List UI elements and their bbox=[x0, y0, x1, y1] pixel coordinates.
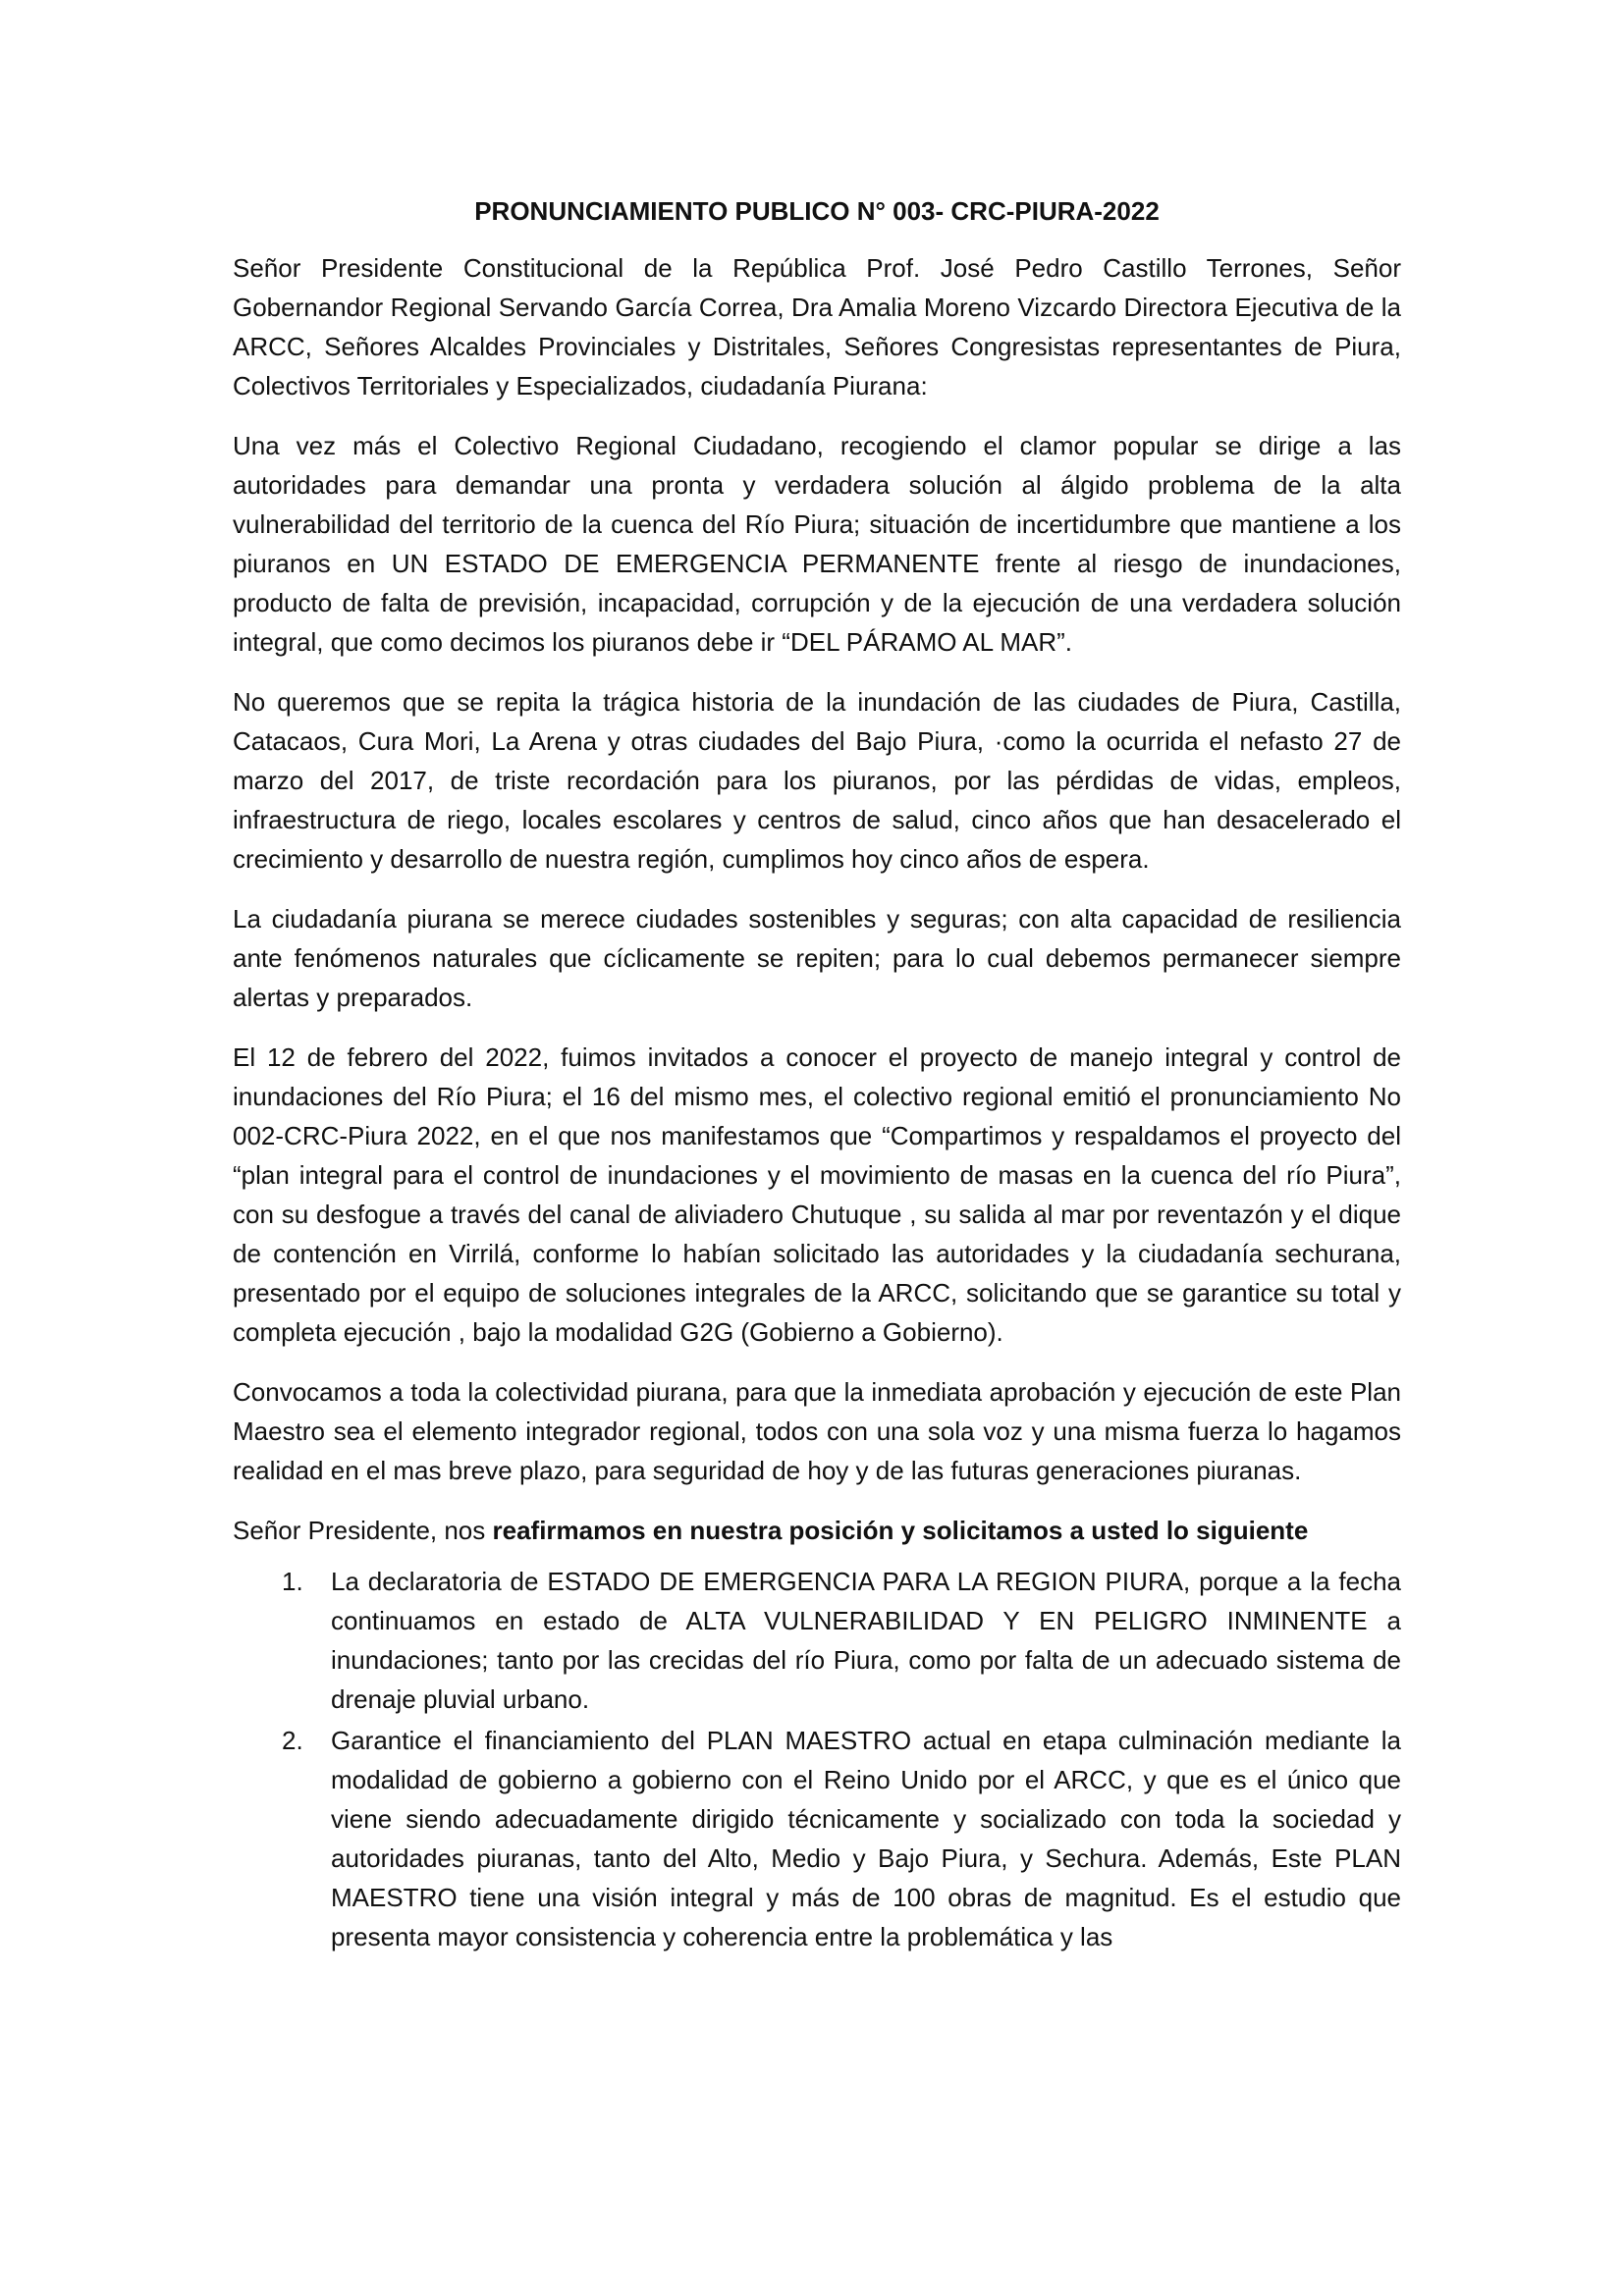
paragraph-history: No queremos que se repita la trágica historia de la inundación de las ciudades de Piura, Castilla, Catacaos, Cura Mori, La Arena y otras ciudades del Bajo Piura, ·como la ocurrida el nefasto 27 de marzo del 2017, de triste recordación para los piuranos, por las pérdidas de vidas, empleos, infraestructura de riego, locales escolares y centros de salud, cinco años que han desacelerado el crecimiento y desarrollo de nuestra región, cumplimos hoy cinco años de espera. bbox=[233, 687, 1401, 874]
paragraph-call: Convocamos a toda la colectividad piurana, para que la inmediata aprobación y ejecución de este Plan Maestro sea el elemento integrador regional, todos con una sola voz y una misma fuerza lo hagamos realidad en el mas breve plazo, para seguridad de hoy y de las futuras generaciones piuranas. bbox=[233, 1377, 1401, 1485]
document-title: PRONUNCIAMIENTO PUBLICO N° 003- CRC-PIURA-2022 bbox=[474, 196, 1160, 226]
list-item-text: La declaratoria de ESTADO DE EMERGENCIA PARA LA REGION PIURA, porque a la fecha continuamos en estado de ALTA VULNERABILIDAD Y EN PELIGRO INMINENTE a inundaciones; tanto por las crecidas del río Piura, como por falta de un adecuado sistema de drenaje pluvial urbano. bbox=[331, 1567, 1401, 1714]
paragraph-project: El 12 de febrero del 2022, fuimos invitados a conocer el proyecto de manejo integral y control de inundaciones del Río Piura; el 16 del mismo mes, el colectivo regional emitió el pronunciamiento No 002-CRC-Piura 2022, en el que nos manifestamos que “Compartimos y respaldamos el proyecto del “plan integral para el control de inundaciones y el movimiento de masas en la cuenca del río Piura”, con su desfogue a través del canal de aliviadero Chutuque , su salida al mar por reventazón y el dique de contención en Virrilá, conforme lo habían solicitado las autoridades y la ciudadanía sechurana, presentado por el equipo de soluciones integrales de la ARCC, solicitando que se garantice su total y completa ejecución , bajo la modalidad G2G (Gobierno a Gobierno). bbox=[233, 1042, 1401, 1347]
list-item-text: Garantice el financiamiento del PLAN MAESTRO actual en etapa culminación mediante la modalidad de gobierno a gobierno con el Reino Unido por el ARCC, y que es el único que viene siendo adecuadamente dirigido técnicamente y socializado con toda la sociedad y autoridades piuranas, tanto del Alto, Medio y Bajo Piura, y Sechura. Además, Este PLAN MAESTRO tiene una visión integral y más de 100 obras de magnitud. Es el estudio que presenta mayor consistencia y coherencia entre la problemática y las bbox=[331, 1726, 1401, 1951]
request-intro: Señor Presidente, nos bbox=[233, 1516, 493, 1545]
paragraph-salutation: Señor Presidente Constitucional de la República Prof. José Pedro Castillo Terrones, Señor Gobernandor Regional Servando García Correa, Dra Amalia Moreno Vizcardo Directora Ejecutiva de la ARCC, Señores Alcaldes Provinciales y Distritales, Señores Congresistas representantes de Piura, Colectivos Territoriales y Especializados, ciudadanía Piurana: bbox=[233, 253, 1401, 400]
paragraph-intro: Una vez más el Colectivo Regional Ciudadano, recogiendo el clamor popular se dirige a las autoridades para demandar una pronta y verdadera solución al álgido problema de la alta vulnerabilidad del territorio de la cuenca del Río Piura; situación de incertidumbre que mantiene a los piuranos en UN ESTADO DE EMERGENCIA PERMANENTE frente al riesgo de inundaciones, producto de falta de previsión, incapacidad, corrupción y de la ejecución de una verdadera solución integral, que como decimos los piuranos debe ir “DEL PÁRAMO AL MAR”. bbox=[233, 431, 1401, 657]
list-item-number: 1. bbox=[282, 1567, 303, 1596]
list-item bbox=[233, 1562, 1401, 1719]
document-page bbox=[233, 191, 1401, 1958]
list-item bbox=[233, 1721, 1401, 1956]
paragraph-resilience: La ciudadanía piurana se merece ciudades sostenibles y seguras; con alta capacidad de resiliencia ante fenómenos naturales que cíclicamente se repiten; para lo cual debemos permanecer siempre alertas y preparados. bbox=[233, 904, 1401, 1012]
request-bold: reafirmamos en nuestra posición y solicitamos a usted lo siguiente bbox=[492, 1516, 1309, 1545]
paragraph-request bbox=[233, 1511, 1401, 1550]
list-item-number: 2. bbox=[282, 1726, 303, 1755]
request-list bbox=[233, 1562, 1401, 1956]
